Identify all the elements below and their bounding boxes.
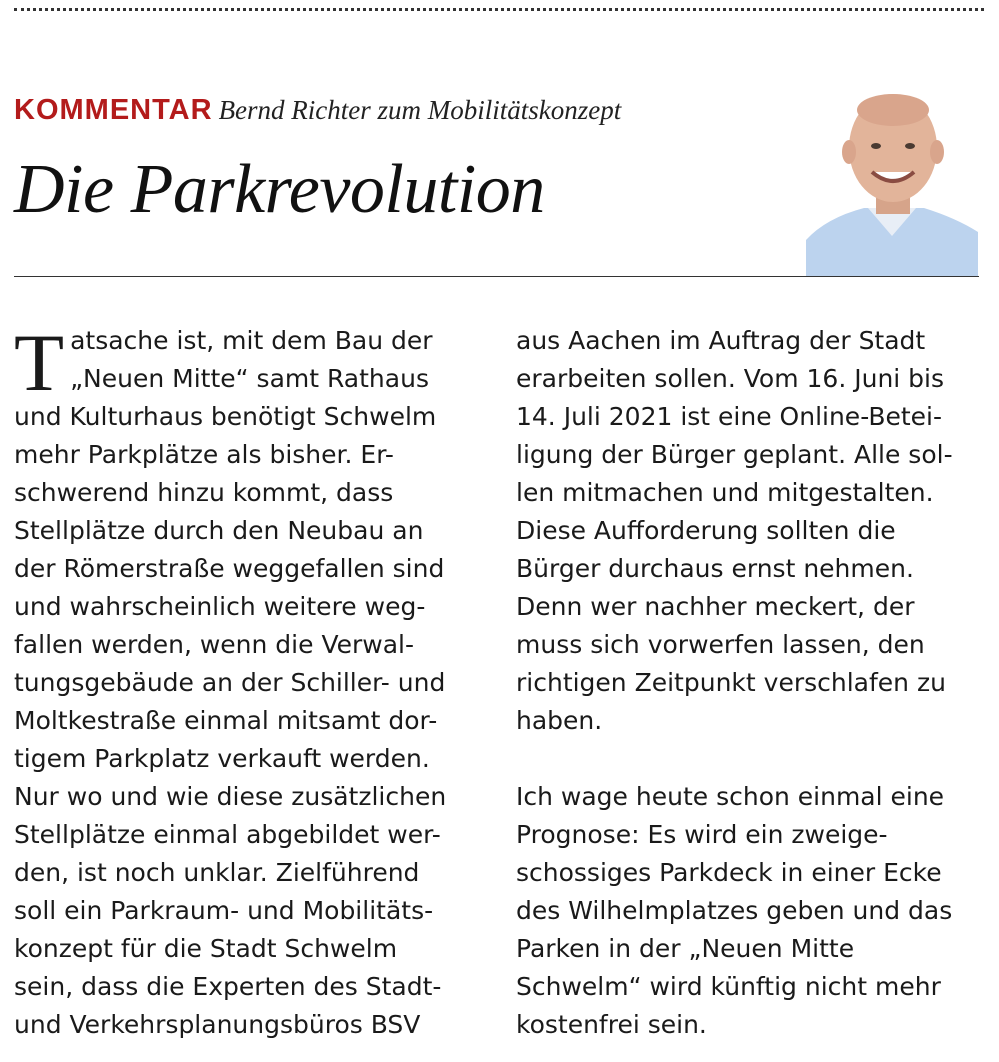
kicker-line [14,94,814,127]
article-header [14,94,814,127]
author-portrait-icon [806,90,978,276]
text-line: schossiges Parkdeck in einer Ecke [516,858,942,887]
text-line: konzept für die Stadt Schwelm [14,934,398,963]
text-line: aus Aachen im Auftrag der Stadt [516,326,926,355]
article-column-1 [14,317,474,1044]
text-line: Prognose: Es wird ein zweige- [516,820,888,849]
text-line: haben. [516,706,603,735]
text-line: Schwelm“ wird künftig nicht mehr [516,972,941,1001]
text-line: Nur wo und wie diese zusätzlichen [14,782,447,811]
text-line: Bürger durchaus ernst nehmen. [516,554,914,583]
paragraph [516,778,976,1044]
text-line: fallen werden, wenn die Verwal- [14,630,414,659]
byline: Bernd Richter zum Mobilitätskonzept [218,95,622,125]
text-line: der Römerstraße weggefallen sind [14,554,445,583]
text-line: schwerend hinzu kommt, dass [14,478,394,507]
paragraph-gap [516,740,976,778]
text-line: sein, dass die Experten des Stadt- [14,972,442,1001]
kicker: KOMMENTAR [14,94,213,126]
text-line: ligung der Bürger geplant. Alle sol- [516,440,953,469]
paragraph [516,322,976,740]
text-line: richtigen Zeitpunkt verschlafen zu [516,668,946,697]
text-line: den, ist noch unklar. Zielführend [14,858,420,887]
top-dotted-rule [14,8,984,11]
text-line: 14. Juli 2021 ist eine Online-Betei- [516,402,943,431]
text-line: Stellplätze einmal abgebildet wer- [14,820,441,849]
text-line: mehr Parkplätze als bisher. Er- [14,440,394,469]
text-line: Denn wer nachher meckert, der [516,592,915,621]
headline: Die Parkrevolution [14,151,545,228]
text-line: Diese Aufforderung sollten die [516,516,896,545]
text-line: Stellplätze durch den Neubau an [14,516,424,545]
article-column-2 [516,322,976,1044]
text-line: len mitmachen und mitgestalten. [516,478,934,507]
text-line: tigem Parkplatz verkauft werden. [14,744,430,773]
text-line: soll ein Parkraum- und Mobilitäts- [14,896,434,925]
text-line: erarbeiten sollen. Vom 16. Juni bis [516,364,945,393]
author-photo [806,90,978,276]
text-line: Parken in der „Neuen Mitte [516,934,855,963]
drop-cap: T [14,317,65,408]
text-line: und Kulturhaus benötigt Schwelm [14,402,437,431]
text-line: kostenfrei sein. [516,1010,707,1039]
text-line: Moltkestraße einmal mitsamt dor- [14,706,438,735]
text-line: und wahrscheinlich weitere weg- [14,592,426,621]
text-line: und Verkehrsplanungsbüros BSV [14,1010,421,1039]
text-line: Ich wage heute schon einmal eine [516,782,945,811]
header-rule [14,276,979,277]
text-line: atsache ist, mit dem Bau der [70,326,433,355]
text-line: „Neuen Mitte“ samt Rathaus [70,364,429,393]
text-line: muss sich vorwerfen lassen, den [516,630,925,659]
text-line: tungsgebäude an der Schiller- und [14,668,446,697]
text-line: des Wilhelmplatzes geben und das [516,896,953,925]
